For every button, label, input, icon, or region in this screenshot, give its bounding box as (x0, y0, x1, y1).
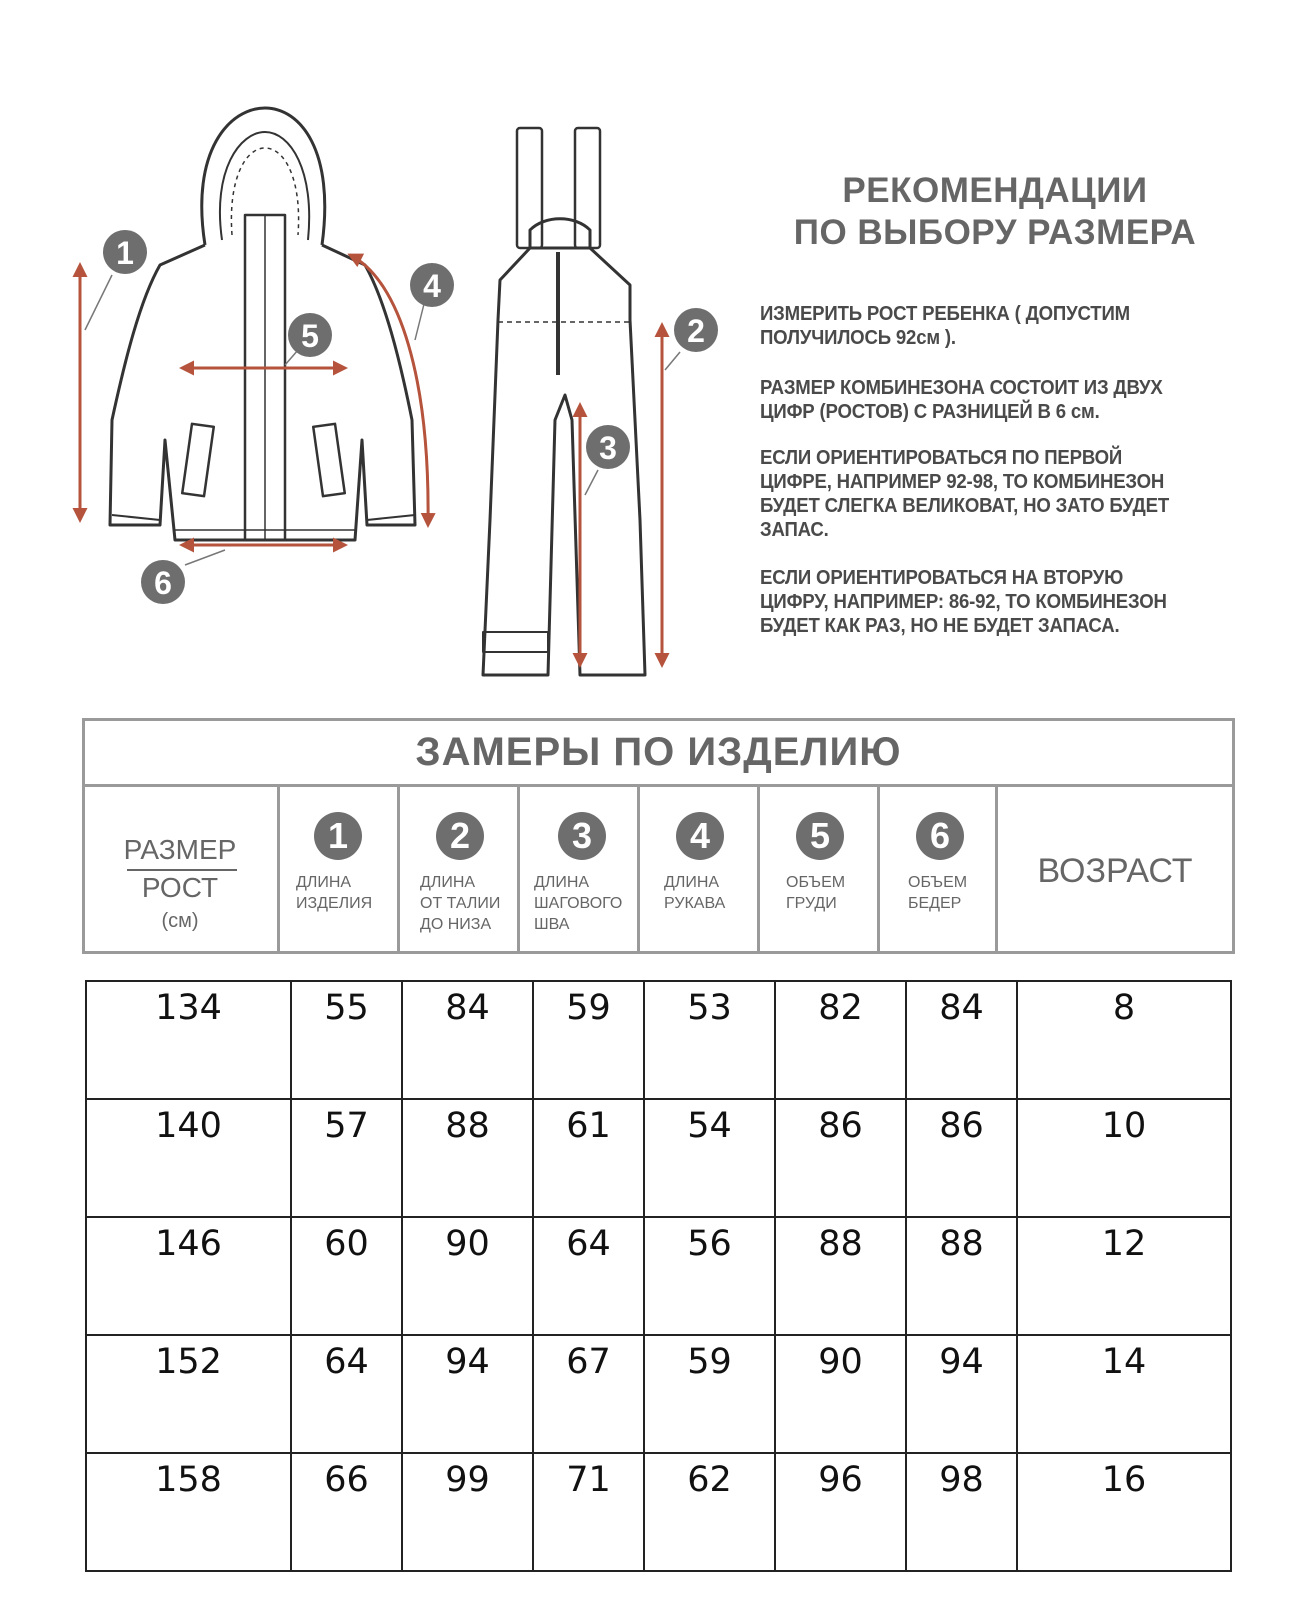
header-col-2: 2 ДЛИНА ОТ ТАЛИИ ДО НИЗА (400, 790, 517, 952)
table-row (86, 981, 1231, 1099)
svg-text:4: 4 (423, 268, 441, 304)
cell-chest: 86 (775, 1099, 906, 1217)
cell-age: 16 (1017, 1453, 1231, 1571)
size-table (85, 980, 1232, 1572)
overalls-strap-right (575, 128, 600, 248)
table-row (86, 1099, 1231, 1217)
cell-sleeve: 62 (644, 1453, 775, 1571)
recommendations-title-line1: РЕКОМЕНДАЦИИ (842, 171, 1148, 210)
cell-hips: 88 (906, 1217, 1017, 1335)
cell-length: 66 (291, 1453, 402, 1571)
cell-length: 55 (291, 981, 402, 1099)
unit-label: (см) (161, 910, 199, 932)
cell-size: 134 (86, 981, 291, 1099)
cell-sleeve: 56 (644, 1217, 775, 1335)
marker-3 (586, 425, 630, 469)
cell-waist-to-hem: 90 (402, 1217, 533, 1335)
cell-size: 152 (86, 1335, 291, 1453)
cell-size: 146 (86, 1217, 291, 1335)
marker-4 (410, 263, 454, 307)
cell-size: 140 (86, 1099, 291, 1217)
fraction-line (127, 869, 237, 871)
cell-length: 57 (291, 1099, 402, 1217)
cell-length: 60 (291, 1217, 402, 1335)
marker-6 (141, 560, 185, 604)
size-height-header (82, 790, 278, 952)
cell-chest: 96 (775, 1453, 906, 1571)
cell-sleeve: 53 (644, 981, 775, 1099)
table-row (86, 1217, 1231, 1335)
cell-age: 12 (1017, 1217, 1231, 1335)
cell-hips: 98 (906, 1453, 1017, 1571)
number-badge-4: 4 (676, 812, 724, 860)
cell-length: 64 (291, 1335, 402, 1453)
number-badge-5: 5 (796, 812, 844, 860)
marker-2 (674, 308, 718, 352)
number-badge-2: 2 (436, 812, 484, 860)
header-col-1: 1 ДЛИНА ИЗДЕЛИЯ (280, 790, 397, 952)
cell-inseam: 59 (533, 981, 644, 1099)
recommendation-paragraph-4: ЕСЛИ ОРИЕНТИРОВАТЬСЯ НА ВТОРУЮ ЦИФРУ, НАПРИМЕР: 86-92, ТО КОМБИНЕЗОН БУДЕТ КАК РАЗ, НО НЕ БУДЕТ ЗАПАСА. (760, 567, 1167, 637)
table-row (86, 1335, 1231, 1453)
cell-waist-to-hem: 94 (402, 1335, 533, 1453)
cell-inseam: 67 (533, 1335, 644, 1453)
cell-sleeve: 54 (644, 1099, 775, 1217)
age-header: ВОЗРАСТ (1037, 851, 1193, 890)
recommendations-title-line2: ПО ВЫБОРУ РАЗМЕРА (793, 213, 1197, 252)
recommendation-paragraph-1: ИЗМЕРИТЬ РОСТ РЕБЕНКА ( ДОПУСТИМ ПОЛУЧИЛОСЬ 92см ). (760, 303, 1130, 349)
measurements-title: ЗАМЕРЫ ПО ИЗДЕЛИЮ (415, 729, 902, 774)
header-col-5: 5 ОБЪЕМ ГРУДИ (760, 790, 877, 952)
cell-chest: 90 (775, 1335, 906, 1453)
table-row (86, 1453, 1231, 1571)
marker-5 (288, 313, 332, 357)
cell-waist-to-hem: 88 (402, 1099, 533, 1217)
number-badge-6: 6 (916, 812, 964, 860)
svg-text:2: 2 (687, 313, 705, 349)
cell-chest: 82 (775, 981, 906, 1099)
svg-text:6: 6 (154, 565, 172, 601)
cell-inseam: 61 (533, 1099, 644, 1217)
size-label: РАЗМЕР (123, 834, 237, 865)
cell-hips: 86 (906, 1099, 1017, 1217)
recommendation-paragraph-3: ЕСЛИ ОРИЕНТИРОВАТЬСЯ ПО ПЕРВОЙ ЦИФРЕ, НАПРИМЕР 92-98, ТО КОМБИНЕЗОН БУДЕТ СЛЕГКА ВЕЛИКОВАТ, НО ЗАТО БУДЕТ ЗАПАС. (760, 447, 1169, 541)
cell-hips: 94 (906, 1335, 1017, 1453)
height-label: РОСТ (141, 872, 219, 903)
marker-1 (103, 230, 147, 274)
cell-age: 14 (1017, 1335, 1231, 1453)
cell-size: 158 (86, 1453, 291, 1571)
header-col-3: 3 ДЛИНА ШАГОВОГО ШВА (520, 790, 637, 952)
jacket-body (110, 245, 415, 540)
header-col-4: 4 ДЛИНА РУКАВА (640, 790, 757, 952)
number-badge-3: 3 (558, 812, 606, 860)
svg-text:3: 3 (599, 430, 617, 466)
recommendation-paragraph-2: РАЗМЕР КОМБИНЕЗОНА СОСТОИТ ИЗ ДВУХ ЦИФР (РОСТОВ) С РАЗНИЦЕЙ В 6 см. (760, 377, 1163, 423)
cell-inseam: 64 (533, 1217, 644, 1335)
cell-age: 8 (1017, 981, 1231, 1099)
svg-text:5: 5 (301, 318, 319, 354)
cell-chest: 88 (775, 1217, 906, 1335)
header-divider (82, 784, 1235, 787)
cell-waist-to-hem: 84 (402, 981, 533, 1099)
cell-sleeve: 59 (644, 1335, 775, 1453)
svg-text:1: 1 (116, 235, 134, 271)
header-col-6: 6 ОБЪЕМ БЕДЕР (880, 790, 995, 952)
garment-illustration (0, 0, 760, 710)
number-badge-1: 1 (314, 812, 362, 860)
cell-waist-to-hem: 99 (402, 1453, 533, 1571)
cell-hips: 84 (906, 981, 1017, 1099)
cell-age: 10 (1017, 1099, 1231, 1217)
cell-inseam: 71 (533, 1453, 644, 1571)
